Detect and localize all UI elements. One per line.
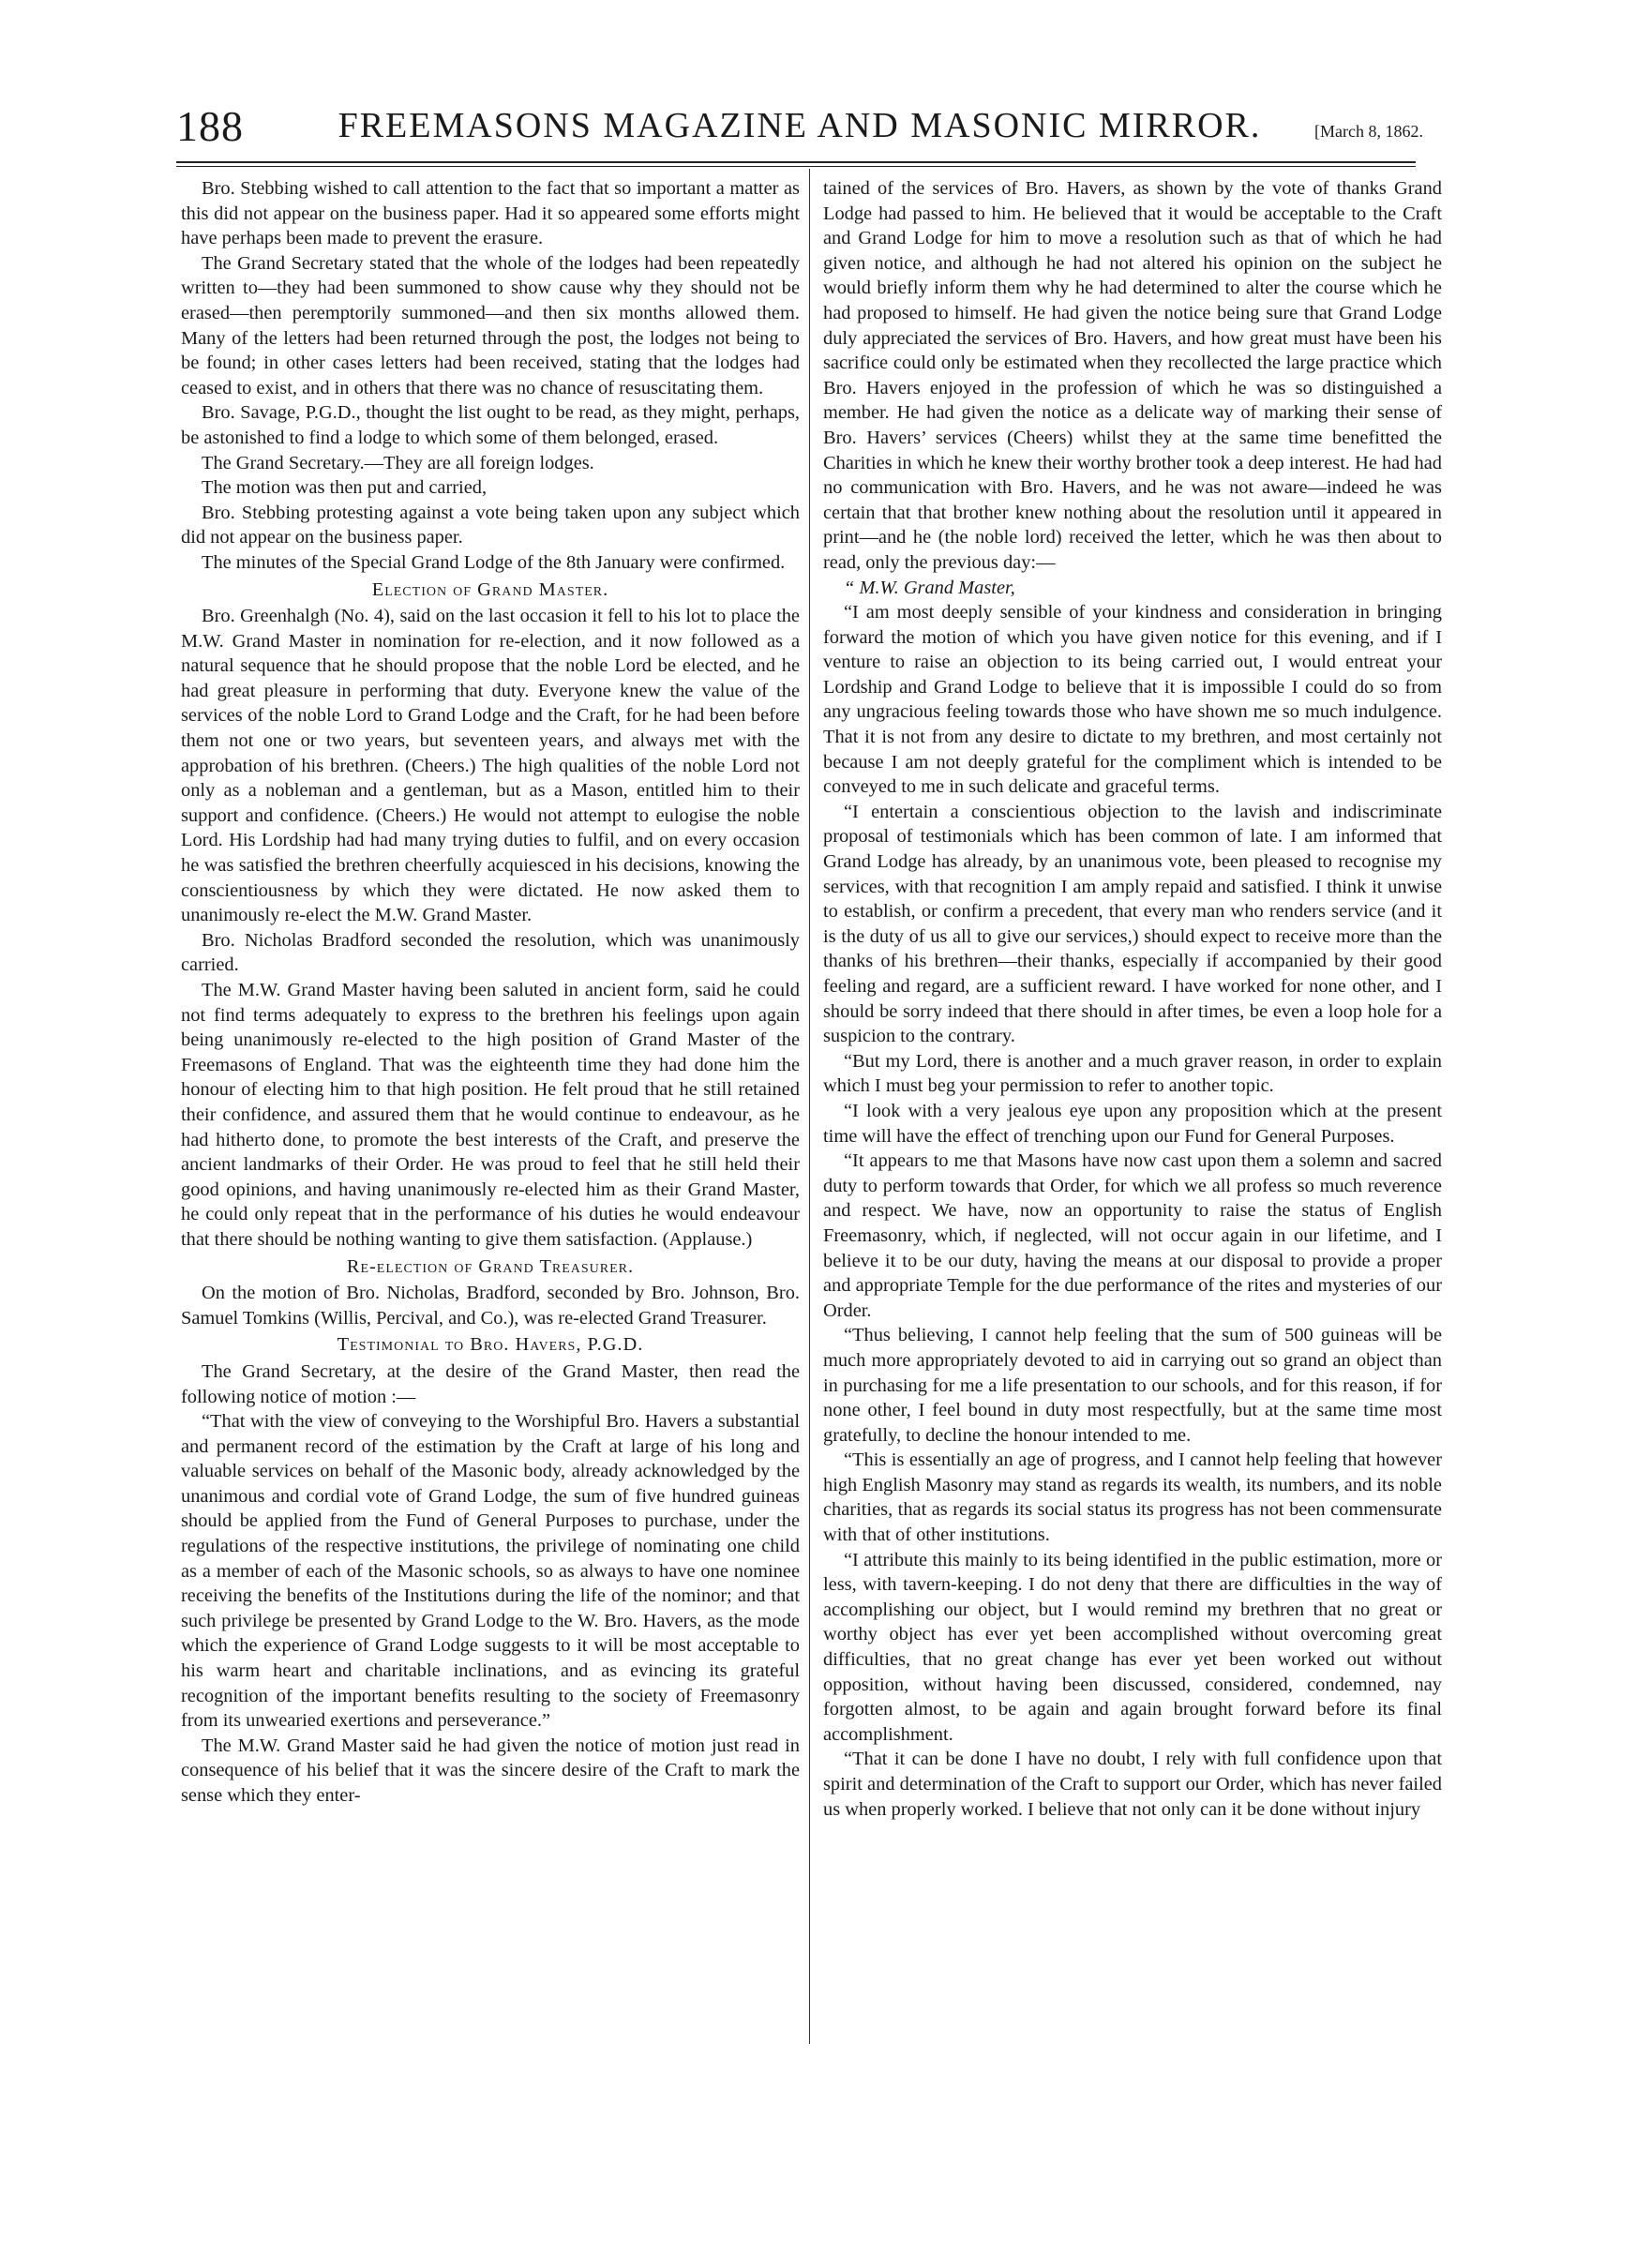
paragraph: Bro. Nicholas Bradford seconded the resolution, which was unanimously carried. <box>181 929 800 976</box>
letter-salutation: “ M.W. Grand Master, <box>844 577 1015 598</box>
paragraph: Bro. Stebbing protesting against a vote being taken upon any subject which did not appear on the business paper. <box>181 502 800 548</box>
left-column <box>181 176 800 1809</box>
publication-title: FREEMASONS MAGAZINE AND MASONIC MIRROR. <box>338 106 1262 145</box>
page-number: 188 <box>176 102 244 150</box>
paragraph: The minutes of the Special Grand Lodge of the 8th January were confirmed. <box>202 551 786 573</box>
paragraph: On the motion of Bro. Nicholas, Bradford, seconded by Bro. Johnson, Bro. Samuel Tomkins (Willis, Percival, and Co.), was re-elected Grand Treasurer. <box>181 1283 800 1329</box>
paragraph: The M.W. Grand Master having been saluted in ancient form, said he could not find terms adequately to express to the brethren his feelings upon again being unanimously re-elected to the high position of Grand Master of the Freemasons of England. That was the eighteenth time they had done him the honour of electing him to that high position. He felt proud that he still retained their confidence, and assured them that he would continue to endeavour, as he had hitherto done, to promote the best interests of the Craft, and preserve the ancient landmarks of their Order. He was proud to feel that he still held their good opinions, and having unanimously re-elected him as their Grand Master, he could only repeat that in the performance of his duties he would endeavour that there should be nothing wanting to give them satisfaction. (Applause.) <box>181 980 800 1250</box>
paragraph: Bro. Savage, P.G.D., thought the list ought to be read, as they might, perhaps, be astonished to find a lodge to which some of them belonged, erased. <box>181 402 800 448</box>
letter-paragraph: “I attribute this mainly to its being identified in the public estimation, more or less, with tavern-keeping. I do not deny that there are difficulties in the way of accomplishing our object, but I would remind my brethren that no great or worthy object has ever yet been accomplished without overcoming great difficulties, that no great change has ever yet been worked out without opposition, without having been discussed, considered, condemned, nay forgotten almost, to be again and again brought forward before its final accomplishment. <box>823 1549 1442 1745</box>
paragraph: The Grand Secretary.—They are all foreign lodges. <box>202 452 594 473</box>
letter-paragraph: “I entertain a conscientious objection to the lavish and indiscriminate proposal of testimonials which has been common of late. I am informed that Grand Lodge has already, by an unanimous vote, been pleased to recognise my services, with that recognition I am amply repaid and satisfied. I think it unwise to establish, or confirm a precedent, that every man who renders service (and it is the duty of us all to give our services,) should expect to receive more than the thanks of his brethren—their thanks, especially if accompanied by their good feeling and regard, are a sufficient reward. I have worked for none other, and I should be sorry indeed that there should in after times, be even a loop hole for a suspicion to the contrary. <box>823 801 1442 1047</box>
paragraph: The M.W. Grand Master said he had given the notice of motion just read in consequence of his belief that it was the sincere desire of the Craft to mark the sense which they enter- <box>181 1735 800 1806</box>
right-column <box>823 176 1442 1822</box>
letter-paragraph: “I am most deeply sensible of your kindness and consideration in bringing forward the motion of which you have given notice for this evening, and if I venture to raise an objection to its being carried out, I would entreat your Lordship and Grand Lodge to believe that it is impossible I could do so from any ungracious feeling towards those who have shown me so much indulgence. That it is not from any desire to dictate to my brethren, and most certainly not because I am not deeply grateful for the compliment which is intended to be conveyed to me in such delicate and graceful terms. <box>823 602 1442 798</box>
paragraph: Bro. Greenhalgh (No. 4), said on the last occasion it fell to his lot to place the M.W. Grand Master in nomination for re-election, and it now followed as a natural sequence that he should propose that the noble Lord be elected, and he had great pleasure in performing that duty. Everyone knew the value of the services of the noble Lord to Grand Lodge and the Craft, for he had been before them not one or two years, but seventeen years, and always met with the approbation of his brethren. (Cheers.) The high qualities of the noble Lord not only as a nobleman and a gentleman, but as a Mason, entitled him to their support and confidence. (Cheers.) He would not attempt to eulogise the noble Lord. His Lordship had had many trying duties to fulfil, and on every occasion he was satisfied the brethren cheerfully acquiesced in his decisions, knowing the conscientiousness by which they were dictated. He now asked them to unanimously re-elect the M.W. Grand Master. <box>181 606 800 926</box>
letter-paragraph: “Thus believing, I cannot help feeling that the sum of 500 guineas will be much more appropriately devoted to aid in carrying out so grand an object than in purchasing for me a life presentation to our schools, and for this reason, if for none other, I feel bound in duty most respectfully, but at the same time most gratefully, to decline the honour intended to me. <box>823 1325 1442 1446</box>
letter-paragraph: “But my Lord, there is another and a much graver reason, in order to explain which I must beg your permission to refer to another topic. <box>823 1050 1442 1097</box>
section-heading-election: Election of Grand Master. <box>371 578 609 600</box>
letter-paragraph: “That it can be done I have no doubt, I rely with full confidence upon that spirit and determination of the Craft to support our Order, which has never failed us when properly worked. I believe that not only can it be done without injury <box>823 1749 1442 1820</box>
quoted-motion: “That with the view of conveying to the Worshipful Bro. Havers a substantial and permanent record of the estimation by the Craft at large of his long and valuable services on behalf of the Masonic body, already acknowledged by the unanimous and cordial vote of Grand Lodge, the sum of five hundred guineas should be applied from the Fund of General Purposes to purchase, under the regulations of the respective institutions, the privilege of nominating one child as a member of each of the Masonic schools, so as always to have one nominee receiving the benefits of the Institutions during the life of the nominor; and that such privilege be presented by Grand Lodge to the W. Bro. Havers, as the mode which the experience of Grand Lodge suggests to it will be most acceptable to his warm heart and charitable inclinations, and as evincing its grateful recognition of the important benefits resulting to the society of Freemasonry from its unwearied exertions and perseverance.” <box>181 1411 800 1732</box>
header-rule-thin <box>176 166 1416 167</box>
letter-paragraph: “It appears to me that Masons have now cast upon them a solemn and sacred duty to perform towards that Order, for which we all profess so much reverence and respect. We have, now an opportunity to raise the status of English Freemasonry, which, if neglected, will not occur again in our lifetime, and I believe it to be our duty, having the means at our disposal to provide a proper and appropriate Temple for the due performance of the rites and mysteries of our Order. <box>823 1150 1442 1321</box>
column-divider <box>809 169 810 2044</box>
letter-paragraph: “This is essentially an age of progress, and I cannot help feeling that however high English Masonry may stand as regards its wealth, its numbers, and its noble charities, that as regards its social status its progress has not been commensurate with that of other institutions. <box>823 1449 1442 1546</box>
section-heading-treasurer: Re-election of Grand Treasurer. <box>346 1255 635 1277</box>
issue-date: [March 8, 1862. <box>1314 122 1423 141</box>
paragraph: tained of the services of Bro. Havers, as shown by the vote of thanks Grand Lodge had passed to him. He believed that it would be acceptable to the Craft and Grand Lodge for him to move a resolution such as that of which he had given notice, and although he had not altered his opinion on the subject he would briefly inform them why he had determined to alter the course which he had proposed to himself. He had given the notice being sure that Grand Lodge duly appreciated the services of Bro. Havers, and how great must have been his sacrifice could only be estimated when they recollected the large practice which Bro. Havers enjoyed in the profession of which he was so distinguished a member. He had given the notice as a delicate way of marking their sense of Bro. Havers’ services (Cheers) whilst they at the same time benefitted the Charities in which he knew their worthy brother took a deep interest. He had had no communication with Bro. Havers, and he was not aware—indeed he was certain that that brother knew nothing about the resolution until it appeared in print—and he (the noble lord) received the letter, which he was then about to read, only the previous day:— <box>823 178 1442 573</box>
letter-paragraph: “I look with a very jealous eye upon any proposition which at the present time will have the effect of trenching upon our Fund for General Purposes. <box>823 1100 1442 1147</box>
paragraph: The Grand Secretary, at the desire of the Grand Master, then read the following notice of motion :— <box>181 1360 800 1407</box>
paragraph: The Grand Secretary stated that the whole of the lodges had been repeatedly written to—they had been summoned to show cause why they should not be erased—then peremptorily summoned—and then six months allowed them. Many of the letters had been returned through the post, the lodges not being to be found; in other cases letters had been received, stating that the lodges had ceased to exist, and in others that there was no chance of resuscitating them. <box>181 252 800 398</box>
paragraph: The motion was then put and carried, <box>202 477 488 499</box>
page-header <box>176 101 1423 158</box>
section-heading-testimonial: Testimonial to Bro. Havers, P.G.D. <box>337 1334 644 1356</box>
paragraph: Bro. Stebbing wished to call attention to the fact that so important a matter as this did not appear on the business paper. Had it so appeared some efforts might have perhaps been made to prevent the erasure. <box>181 178 800 249</box>
header-rule <box>176 161 1416 163</box>
